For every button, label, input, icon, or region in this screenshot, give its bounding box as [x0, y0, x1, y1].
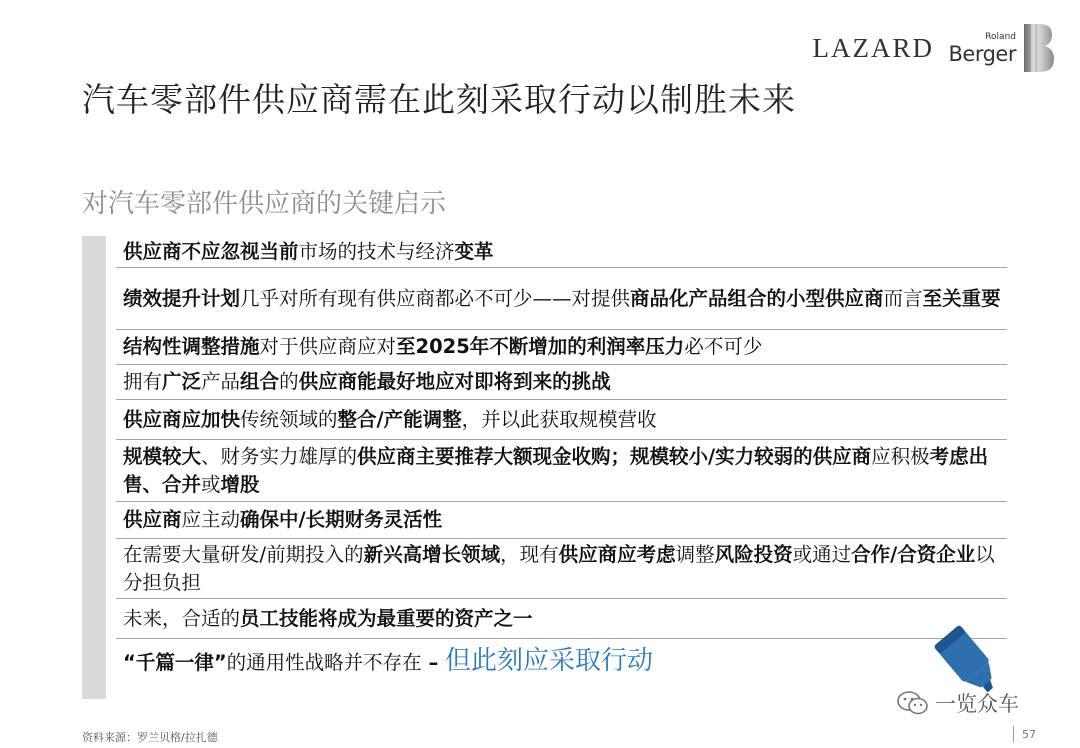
list-item-text: 传统领域的: [240, 407, 338, 431]
header-logos: [813, 18, 1057, 78]
list-item-text: 至关重要: [922, 286, 1001, 310]
list-item: [116, 365, 1007, 400]
list-item-text: “千篇一律”: [123, 650, 227, 674]
list-item-text: 合作/合资企业: [851, 542, 976, 566]
list-item-text: 对于供应商应对: [259, 335, 397, 358]
list-item-text: 应主动: [181, 508, 241, 531]
list-item-text: 几乎对所有现有供应商都必不可少——对提供: [240, 286, 631, 310]
list-item-text: 或: [201, 472, 221, 496]
watermark-text: 一览众车: [935, 692, 1019, 716]
list-item-text: 变革: [454, 239, 494, 263]
list-item: [116, 599, 1007, 639]
list-item-text: 绩效提升计划: [123, 286, 241, 310]
list-item-text: 供应商主要推荐大额现金收购；规模较小/实力较弱的供应商: [357, 444, 872, 468]
list-item-text: 整合/产能调整: [337, 407, 462, 431]
list-item-text: 供应商: [123, 508, 182, 531]
list-item-text: 或通过: [792, 542, 852, 566]
wechat-icon: [897, 690, 929, 716]
list-item: [116, 268, 1007, 330]
footer-divider: [1013, 726, 1014, 742]
list-item-text: 在需要大量研发/前期投入的: [123, 542, 364, 566]
list-item-text: 的: [279, 370, 299, 393]
list-item-text: 规模较大: [123, 444, 202, 468]
berger-text: Berger: [948, 42, 1016, 66]
list-item-text: 的通用性战略并不存在: [226, 650, 422, 674]
list-item: [116, 236, 1007, 268]
lazard-logo: LAZARD: [812, 32, 934, 63]
list-item-text: 产品: [201, 370, 241, 393]
list-item-text: 而言: [883, 286, 923, 310]
list-item-text: 组合: [240, 370, 280, 393]
list-item: [116, 400, 1007, 440]
roland-berger-logo: [948, 22, 1056, 74]
list-item-text: 考虑出售、合并: [123, 444, 989, 496]
list-item: [116, 502, 1007, 539]
list-item-text: 商品化产品组合的小型供应商: [630, 286, 884, 310]
call-to-action-text: 但此刻应采取行动: [444, 645, 653, 676]
list-item-text: 新兴高增长领域: [363, 542, 501, 566]
left-accent-bar: [82, 236, 106, 699]
list-item-text: 以分担负担: [123, 542, 995, 594]
list-item-text: 广泛: [162, 370, 202, 393]
roland-berger-b-icon: [1022, 22, 1056, 74]
list-item-text: 应积极: [871, 444, 930, 468]
list-item-text: 未来，合适的: [123, 606, 241, 630]
list-item-text: 供应商应加快: [123, 407, 241, 431]
implications-list: [116, 236, 1007, 684]
watermark: [897, 688, 1019, 718]
list-item-text: ，现有: [500, 542, 559, 566]
list-item-text: 至2025年不断增加的利润率压力: [396, 335, 685, 358]
list-item-text: –: [421, 650, 445, 674]
list-item-text: 调整: [675, 542, 715, 566]
page-number: 57: [1022, 728, 1036, 741]
list-item: [116, 330, 1007, 365]
list-item-text: 必不可少: [684, 335, 763, 358]
list-item-text: 市场的技术与经济: [298, 239, 455, 263]
list-item-text: 确保中/长期财务灵活性: [240, 508, 443, 531]
list-item-text: 供应商能最好地应对即将到来的挑战: [298, 370, 611, 393]
list-item: [116, 539, 1007, 599]
footer-source: 资料来源：罗兰贝格/拉扎德: [82, 731, 218, 744]
list-item-text: ，并以此获取规模营收: [461, 407, 657, 431]
list-item-text: 、财务实力雄厚的: [201, 444, 358, 468]
list-item: [116, 440, 1007, 502]
list-item-text: 供应商不应忽视当前: [123, 239, 299, 263]
list-item-text: 员工技能将成为最重要的资产之一: [240, 606, 533, 630]
list-item-text: 供应商应考虑: [558, 542, 676, 566]
list-item-text: 风险投资: [714, 542, 793, 566]
list-item-text: 结构性调整措施: [123, 335, 260, 358]
list-item: [116, 639, 1007, 684]
list-item-text: 拥有: [123, 370, 163, 393]
list-item-text: 增股: [220, 472, 260, 496]
page-subtitle: 对汽车零部件供应商的关键启示: [82, 189, 447, 219]
page-title: 汽车零部件供应商需在此刻采取行动以制胜未来: [82, 80, 796, 119]
roland-text: Roland: [985, 32, 1016, 42]
